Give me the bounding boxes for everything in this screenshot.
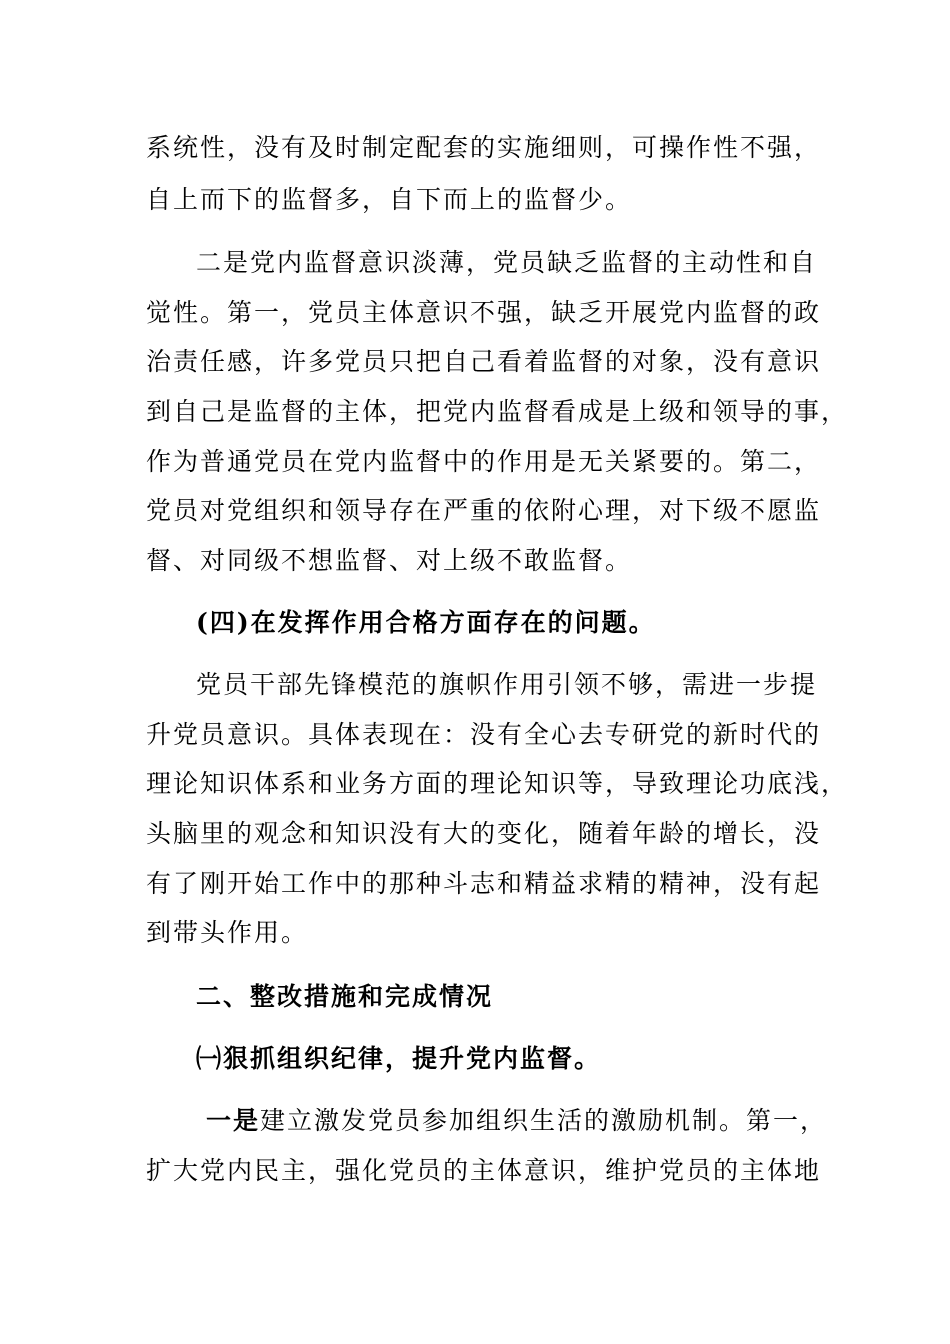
body-line: 系统性，没有及时制定配套的实施细则，可操作性不强， <box>146 133 822 162</box>
body-line: 作为普通党员在党内监督中的作用是无关紧要的。第二， <box>146 447 822 476</box>
body-line: 督、对同级不想监督、对上级不敢监督。 <box>146 546 633 575</box>
body-line: 自上而下的监督多，自下而上的监督少。 <box>146 185 633 214</box>
paragraph-first-line: 二是党内监督意识淡薄，党员缺乏监督的主动性和自 <box>196 248 818 277</box>
body-line: 扩大党内民主，强化党员的主体意识，维护党员的主体地 <box>146 1156 822 1185</box>
lead-rest: 建立激发党员参加组织生活的激励机制。第一， <box>260 1106 828 1135</box>
body-line: 党员对党组织和领导存在严重的依附心理，对下级不愿监 <box>146 496 822 525</box>
subsection-heading: ㈠狠抓组织纪律，提升党内监督。 <box>196 1044 602 1073</box>
section-heading: (四)在发挥作用合格方面存在的问题。 <box>196 608 656 637</box>
body-line: 觉性。第一，党员主体意识不强，缺乏开展党内监督的政 <box>146 298 822 327</box>
paragraph-first-line: 党员干部先锋模范的旗帜作用引领不够，需进一步提 <box>196 670 818 699</box>
body-line: 到自己是监督的主体，把党内监督看成是上级和领导的事， <box>146 397 849 426</box>
chapter-heading: 二、整改措施和完成情况 <box>196 982 494 1011</box>
paragraph-first-line <box>206 1105 827 1137</box>
body-line: 升党员意识。具体表现在：没有全心去专研党的新时代的 <box>146 720 822 749</box>
body-line: 头脑里的观念和知识没有大的变化，随着年龄的增长，没 <box>146 819 822 848</box>
body-line: 有了刚开始工作中的那种斗志和精益求精的精神，没有起 <box>146 869 822 898</box>
lead-phrase: 一是 <box>206 1106 261 1135</box>
body-line: 理论知识体系和业务方面的理论知识等，导致理论功底浅， <box>146 769 849 798</box>
body-line: 到带头作用。 <box>146 918 309 947</box>
body-line: 治责任感，许多党员只把自己看着监督的对象，没有意识 <box>146 347 822 376</box>
